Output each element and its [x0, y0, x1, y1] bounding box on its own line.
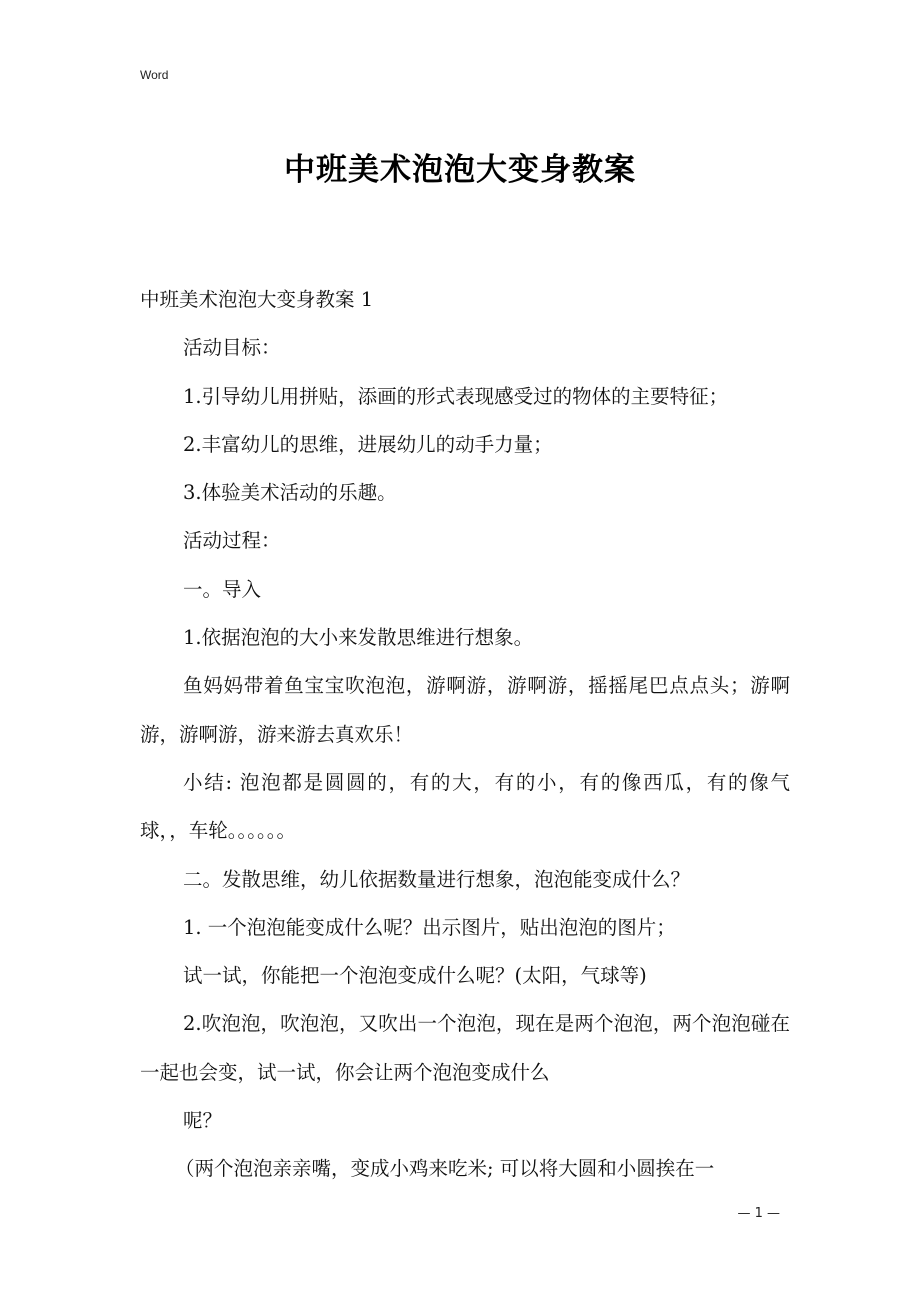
paragraph-summary: 小结: 泡泡都是圆圆的，有的大，有的小，有的像西瓜，有的像气球，，车轮。。。。。。	[140, 770, 790, 843]
paragraph-rhyme: 鱼妈妈带着鱼宝宝吹泡泡，游啊游，游啊游，摇摇尾巴点点头；游啊游，游啊游，游来游去真欢乐！	[140, 674, 790, 746]
paragraph-two-bubbles: （两个泡泡亲亲嘴，变成小鸡来吃米; 可以将大圆和小圆挨在一	[175, 1157, 715, 1181]
paragraph-question-end: 呢？	[183, 1109, 223, 1133]
document-body	[140, 276, 790, 1194]
paragraph-part-2-step-2: 2.吹泡泡，吹泡泡，又吹出一个泡泡，现在是两个泡泡，两个泡泡碰在一起也会变，试一试，你会让两个泡泡变成什么	[140, 1012, 790, 1084]
paragraph-intro-step-1: 1.依据泡泡的大小来发散思维进行想象。	[183, 626, 534, 650]
paragraph-objective-2: 2.丰富幼儿的思维，进展幼儿的动手力量；	[183, 432, 553, 456]
header-app-label: Word	[140, 68, 169, 82]
paragraph-objective-3: 3.体验美术活动的乐趣。	[183, 481, 397, 505]
paragraph-objective-1: 1.引导幼儿用拼贴，添画的形式表现感受过的物体的主要特征；	[183, 384, 729, 408]
paragraph-part-2-heading: 二。发散思维，幼儿依据数量进行想象，泡泡能变成什么？	[183, 867, 691, 891]
paragraph-part-2-step-1: 1. 一个泡泡能变成什么呢？出示图片，贴出泡泡的图片；	[183, 915, 676, 939]
paragraph-objectives-heading: 活动目标：	[183, 336, 281, 360]
section-heading: 中班美术泡泡大变身教案 1	[140, 288, 374, 311]
document-title: 中班美术泡泡大变身教案	[284, 152, 636, 188]
paragraph-intro-heading: 一。导入	[183, 577, 262, 601]
paragraph-process-heading: 活动过程：	[183, 529, 281, 553]
page-number: — 1 —	[737, 1206, 780, 1221]
paragraph-try-it: 试一试，你能把一个泡泡变成什么呢？(太阳，气球等)	[183, 964, 647, 988]
